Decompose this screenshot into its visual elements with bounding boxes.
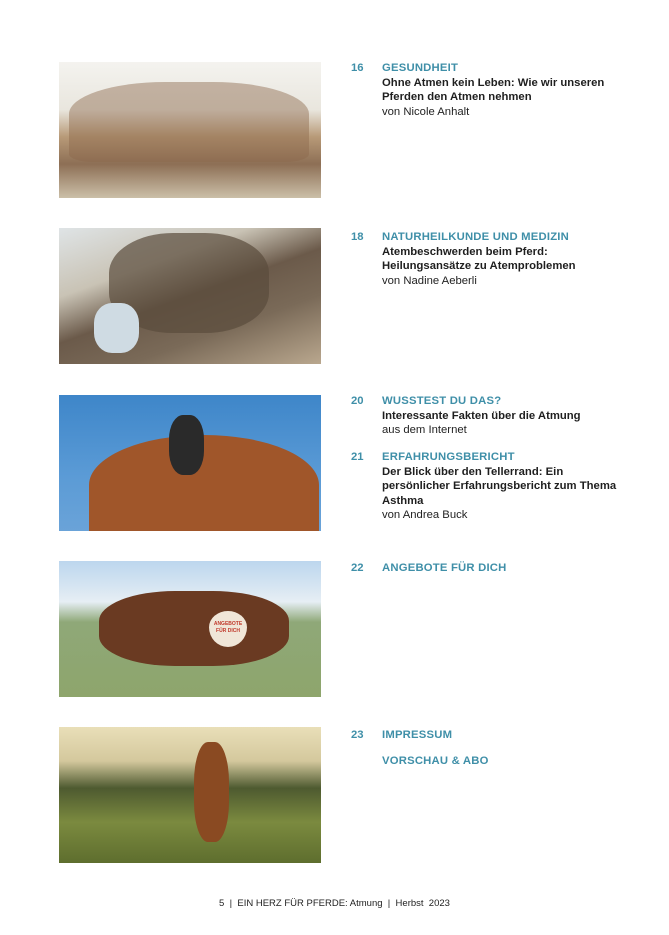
section-title: WUSSTEST DU DAS?	[382, 395, 502, 407]
page-number: 20	[351, 395, 364, 407]
article-author: von Nadine Aeberli	[382, 274, 477, 287]
heart-sign: ANGEBOTE FÜR DICH	[209, 611, 247, 647]
section-title: IMPRESSUM	[382, 729, 453, 741]
section-title: GESUNDHEIT	[382, 62, 459, 74]
section-title: NATURHEILKUNDE UND MEDIZIN	[382, 231, 569, 243]
toc-entry[interactable]	[351, 230, 631, 288]
page-number: 22	[351, 562, 364, 574]
page-number: 18	[351, 231, 364, 243]
photo-woman-on-horse	[59, 395, 321, 531]
section-title: ERFAHRUNGSBERICHT	[382, 451, 515, 463]
toc-entry[interactable]	[351, 61, 631, 119]
photo-horse-herd	[59, 62, 321, 198]
toc-entry[interactable]	[351, 394, 631, 438]
page-number: 21	[351, 451, 364, 463]
page-number: 16	[351, 62, 364, 74]
photo-pony-inhaler	[59, 228, 321, 364]
toc-entry[interactable]	[351, 450, 631, 523]
page-footer: 5 | EIN HERZ FÜR PFERDE: Atmung | Herbst 2023	[219, 898, 450, 909]
page-number: 23	[351, 729, 364, 741]
article-title: Atembeschwerden beim Pferd: Heilungsansätze zu Atemproblemen	[382, 245, 576, 273]
article-title: Ohne Atmen kein Leben: Wie wir unseren Pferden den Atmen nehmen	[382, 76, 605, 104]
article-author: von Nicole Anhalt	[382, 105, 470, 118]
article-title: Der Blick über den Tellerrand: Ein persönlicher Erfahrungsbericht zum Thema Asthma	[382, 465, 617, 507]
article-author: aus dem Internet	[382, 424, 467, 437]
section-title: ANGEBOTE FÜR DICH	[382, 562, 507, 574]
toc-entry[interactable]	[351, 561, 631, 576]
photo-horse-with-heart	[59, 561, 321, 697]
photo-horse-in-field	[59, 727, 321, 863]
toc-entry[interactable]	[351, 754, 631, 769]
article-title: Interessante Fakten über die Atmung	[382, 409, 581, 422]
toc-entry[interactable]	[351, 728, 631, 743]
article-author: von Andrea Buck	[382, 509, 468, 522]
section-title: VORSCHAU & ABO	[382, 755, 489, 767]
